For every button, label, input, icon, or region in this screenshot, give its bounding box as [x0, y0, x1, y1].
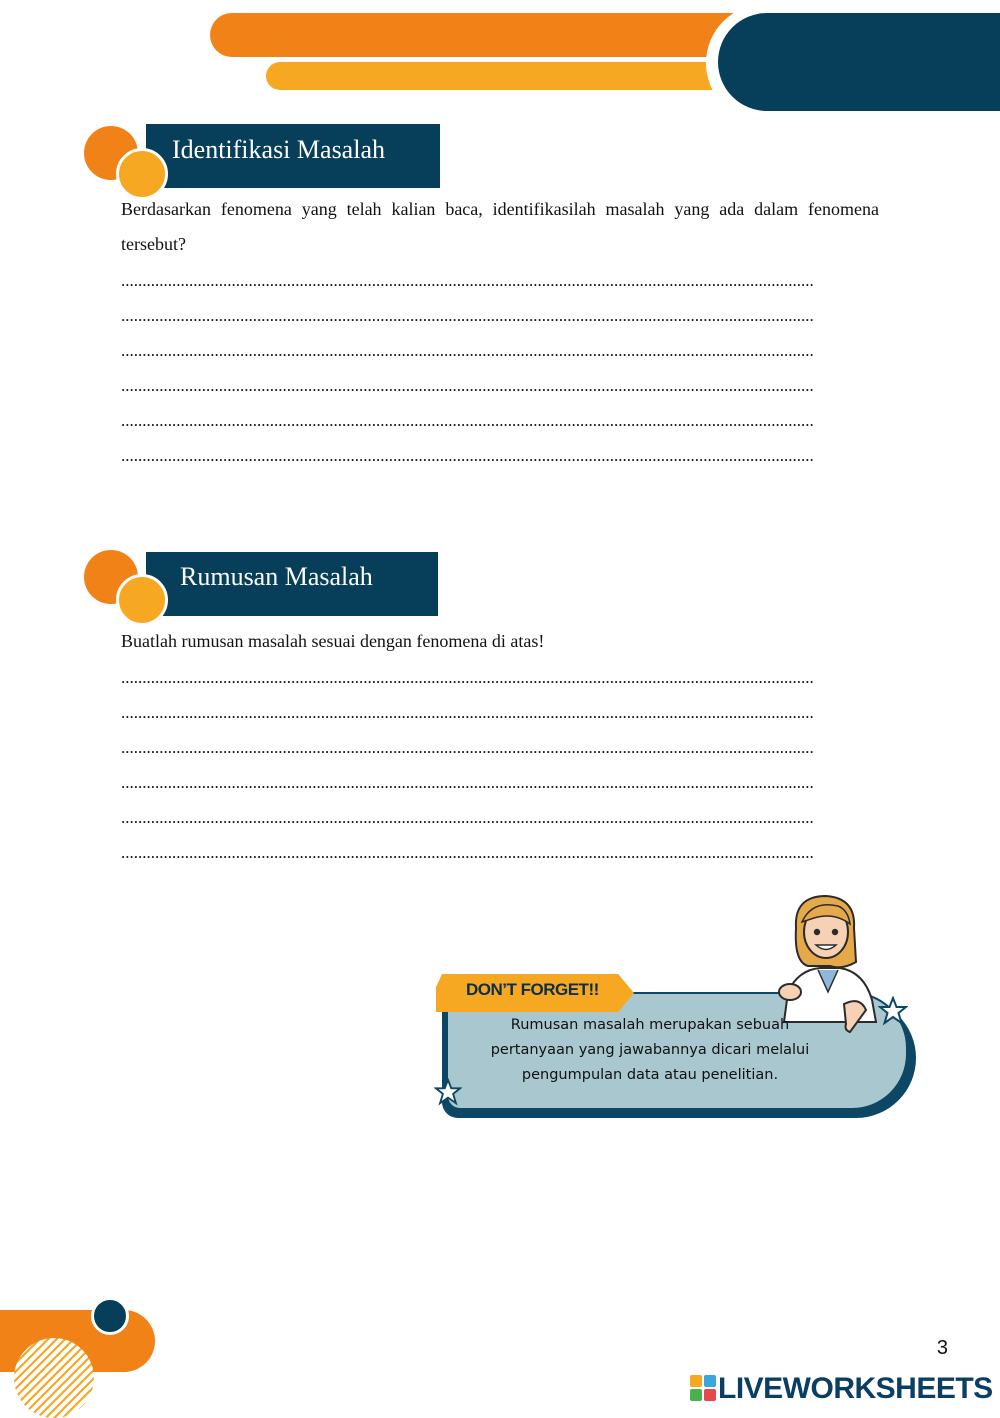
- section-title: Identifikasi Masalah: [172, 135, 385, 164]
- header-decoration-navy-block: [718, 13, 1000, 111]
- header-decoration-yellow-bar: [266, 62, 756, 90]
- instruction-text: Berdasarkan fenomena yang telah kalian baca, identifikasilah masalah yang ada dalam fenomena tersebut?: [121, 199, 879, 254]
- answer-line[interactable]: ...................................................................................................................................................................: [121, 411, 814, 430]
- callout-text: [470, 1013, 830, 1088]
- answer-line[interactable]: ...................................................................................................................................................................: [121, 271, 814, 290]
- answer-line[interactable]: ...................................................................................................................................................................: [121, 376, 814, 395]
- callout-tag-label: DON’T FORGET!!: [466, 980, 599, 999]
- callout-line: pengumpulan data atau penelitian.: [521, 1067, 779, 1083]
- footer-decoration-striped-circle: [14, 1338, 94, 1418]
- decor-circle-yellow: [116, 574, 168, 626]
- answer-area-identifikasi[interactable]: [121, 263, 879, 473]
- callout-line: pertanyaan yang jawabannya dicari melalui: [490, 1042, 810, 1058]
- instruction-text: Buatlah rumusan masalah sesuai dengan fenomena di atas!: [121, 631, 545, 651]
- footer-decoration-navy-dot: [91, 1297, 129, 1335]
- page-number: 3: [936, 1337, 948, 1359]
- answer-line[interactable]: ...................................................................................................................................................................: [121, 446, 814, 465]
- star-icon: [434, 1078, 462, 1106]
- brand-name: LIVEWORKSHEETS: [718, 1372, 993, 1405]
- liveworksheets-logo-icon: [690, 1375, 716, 1401]
- answer-area-rumusan[interactable]: [121, 660, 879, 870]
- answer-line[interactable]: ...................................................................................................................................................................: [121, 738, 814, 757]
- answer-line[interactable]: ...................................................................................................................................................................: [121, 808, 814, 827]
- answer-line[interactable]: ...................................................................................................................................................................: [121, 668, 814, 687]
- answer-line[interactable]: ...................................................................................................................................................................: [121, 306, 814, 325]
- answer-line[interactable]: ...................................................................................................................................................................: [121, 773, 814, 792]
- section-header-identifikasi: [84, 124, 444, 188]
- brand-logo[interactable]: [690, 1372, 993, 1406]
- callout-line: Rumusan masalah merupakan sebuah: [510, 1017, 790, 1033]
- section-header-rumusan: [84, 552, 444, 616]
- section-title: Rumusan Masalah: [180, 562, 373, 591]
- answer-line[interactable]: ...................................................................................................................................................................: [121, 843, 814, 862]
- header-decoration-orange-bar: [210, 13, 770, 57]
- star-icon: [878, 996, 908, 1026]
- answer-line[interactable]: ...................................................................................................................................................................: [121, 703, 814, 722]
- answer-line[interactable]: ...................................................................................................................................................................: [121, 341, 814, 360]
